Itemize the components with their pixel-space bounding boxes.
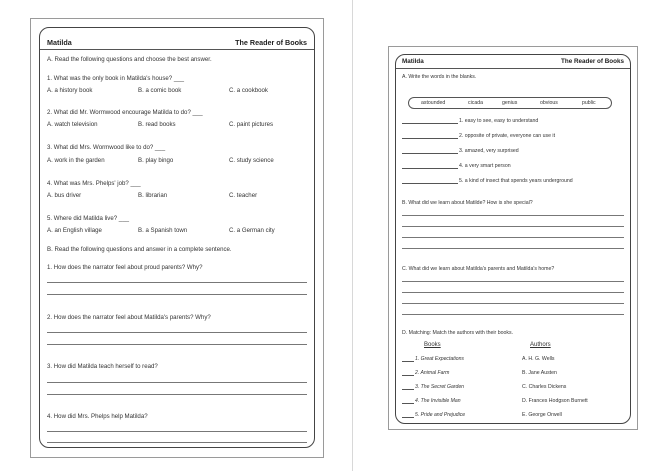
page-1-border	[39, 27, 315, 448]
page-1-book-title: The Reader of Books	[235, 38, 307, 47]
page-1-title: Matilda	[47, 38, 72, 47]
authors-column-header: Authors	[530, 342, 551, 348]
answer-line[interactable]	[47, 442, 307, 443]
answer-line[interactable]	[47, 382, 307, 383]
question-5: 5. Where did Matilda live? ___	[47, 215, 129, 222]
vocab-blank[interactable]	[402, 123, 458, 124]
answer-line[interactable]	[402, 237, 624, 238]
word-bank-item: genius	[502, 100, 518, 106]
q4-option-a: A. bus driver	[47, 192, 82, 199]
page-divider	[352, 0, 353, 471]
answer-line[interactable]	[402, 215, 624, 216]
q5-option-b: B. a Spanish town	[138, 227, 188, 234]
books-column-header: Books	[424, 342, 441, 348]
part-b-question: B. What did we learn about Matilde? How is she special?	[402, 200, 533, 206]
vocab-definition-4: 4. a very smart person	[459, 163, 511, 169]
part-c-question: C. What did we learn about Matilda's parents and Matilda's home?	[402, 266, 555, 272]
book-2: 2. Animal Farm	[415, 370, 450, 376]
answer-line[interactable]	[402, 281, 624, 282]
q1-option-a: A. a history book	[47, 87, 93, 94]
page-2-book-title: The Reader of Books	[561, 58, 624, 65]
matching-instruction: D. Matching: Match the authors with their books.	[402, 330, 514, 336]
part-a-instruction: A. Read the following questions and choose the best answer.	[47, 56, 212, 63]
vocab-blank[interactable]	[402, 168, 458, 169]
short-answer-4: 4. How did Mrs. Phelps help Matilda?	[47, 413, 148, 420]
word-bank-item: obvious	[540, 100, 558, 106]
q1-option-c: C. a cookbook	[229, 87, 268, 94]
matching-blank[interactable]	[402, 403, 414, 404]
matching-blank[interactable]	[402, 417, 414, 418]
short-answer-3: 3. How did Matilda teach herself to read?	[47, 363, 158, 370]
q3-option-c: C. study science	[229, 157, 274, 164]
q4-option-b: B. librarian	[138, 192, 168, 199]
page-2-border	[395, 54, 631, 424]
book-3: 3. The Secret Garden	[415, 384, 464, 390]
answer-line[interactable]	[402, 314, 624, 315]
question-3: 3. What did Mrs. Wormwood like to do? ___	[47, 144, 166, 151]
answer-line[interactable]	[47, 394, 307, 395]
page-2-title: Matilda	[402, 58, 424, 65]
vocab-definition-5: 5. a kind of insect that spends years underground	[459, 178, 573, 184]
vocab-definition-2: 2. opposite of private, everyone can use it	[459, 133, 556, 139]
author-d: D. Frances Hodgson Burnett	[522, 398, 588, 404]
answer-line[interactable]	[402, 303, 624, 304]
q3-option-a: A. work in the garden	[47, 157, 105, 164]
word-bank	[408, 97, 612, 109]
short-answer-1: 1. How does the narrator feel about proud parents? Why?	[47, 264, 203, 271]
book-4: 4. The Invisible Man	[415, 398, 461, 404]
answer-line[interactable]	[47, 294, 307, 295]
q2-option-c: C. paint pictures	[229, 121, 274, 128]
worksheet-page-2	[388, 46, 638, 430]
worksheet-page-1	[30, 18, 324, 458]
q5-option-a: A. an English village	[47, 227, 102, 234]
answer-line[interactable]	[402, 292, 624, 293]
q3-option-b: B. play bingo	[138, 157, 174, 164]
vocab-definition-1: 1. easy to see, easy to understand	[459, 118, 539, 124]
part-b-instruction: B. Read the following questions and answer in a complete sentence.	[47, 246, 232, 253]
answer-line[interactable]	[47, 344, 307, 345]
question-2: 2. What did Mr. Wormwood encourage Matilda to do? ___	[47, 109, 203, 116]
author-e: E. George Orwell	[522, 412, 562, 418]
question-1: 1. What was the only book in Matilda's house? ___	[47, 75, 184, 82]
word-bank-item: public	[582, 100, 596, 106]
header-rule	[40, 49, 314, 50]
vocab-blank[interactable]	[402, 183, 458, 184]
author-b: B. Jane Austen	[522, 370, 557, 376]
question-4: 4. What was Mrs. Phelps' job? ___	[47, 180, 141, 187]
matching-blank[interactable]	[402, 361, 414, 362]
answer-line[interactable]	[47, 332, 307, 333]
q4-option-c: C. teacher	[229, 192, 258, 199]
q1-option-b: B. a comic book	[138, 87, 182, 94]
vocab-definition-3: 3. amazed, very surprised	[459, 148, 519, 154]
q2-option-b: B. read books	[138, 121, 176, 128]
answer-line[interactable]	[402, 248, 624, 249]
word-bank-item: cicada	[468, 100, 483, 106]
author-c: C. Charles Dickens	[522, 384, 567, 390]
vocab-blank[interactable]	[402, 153, 458, 154]
word-bank-item: astounded	[421, 100, 446, 106]
answer-line[interactable]	[47, 282, 307, 283]
author-a: A. H. G. Wells	[522, 356, 555, 362]
answer-line[interactable]	[402, 226, 624, 227]
matching-blank[interactable]	[402, 375, 414, 376]
header-rule	[396, 68, 630, 69]
vocab-blank[interactable]	[402, 138, 458, 139]
q5-option-c: C. a German city	[229, 227, 275, 234]
short-answer-2: 2. How does the narrator feel about Matilda's parents? Why?	[47, 314, 211, 321]
matching-blank[interactable]	[402, 389, 414, 390]
book-5: 5. Pride and Prejudice	[415, 412, 466, 418]
vocab-instruction: A. Write the words in the blanks.	[402, 74, 477, 80]
q2-option-a: A. watch television	[47, 121, 98, 128]
book-1: 1. Great Expectations	[415, 356, 464, 362]
answer-line[interactable]	[47, 431, 307, 432]
